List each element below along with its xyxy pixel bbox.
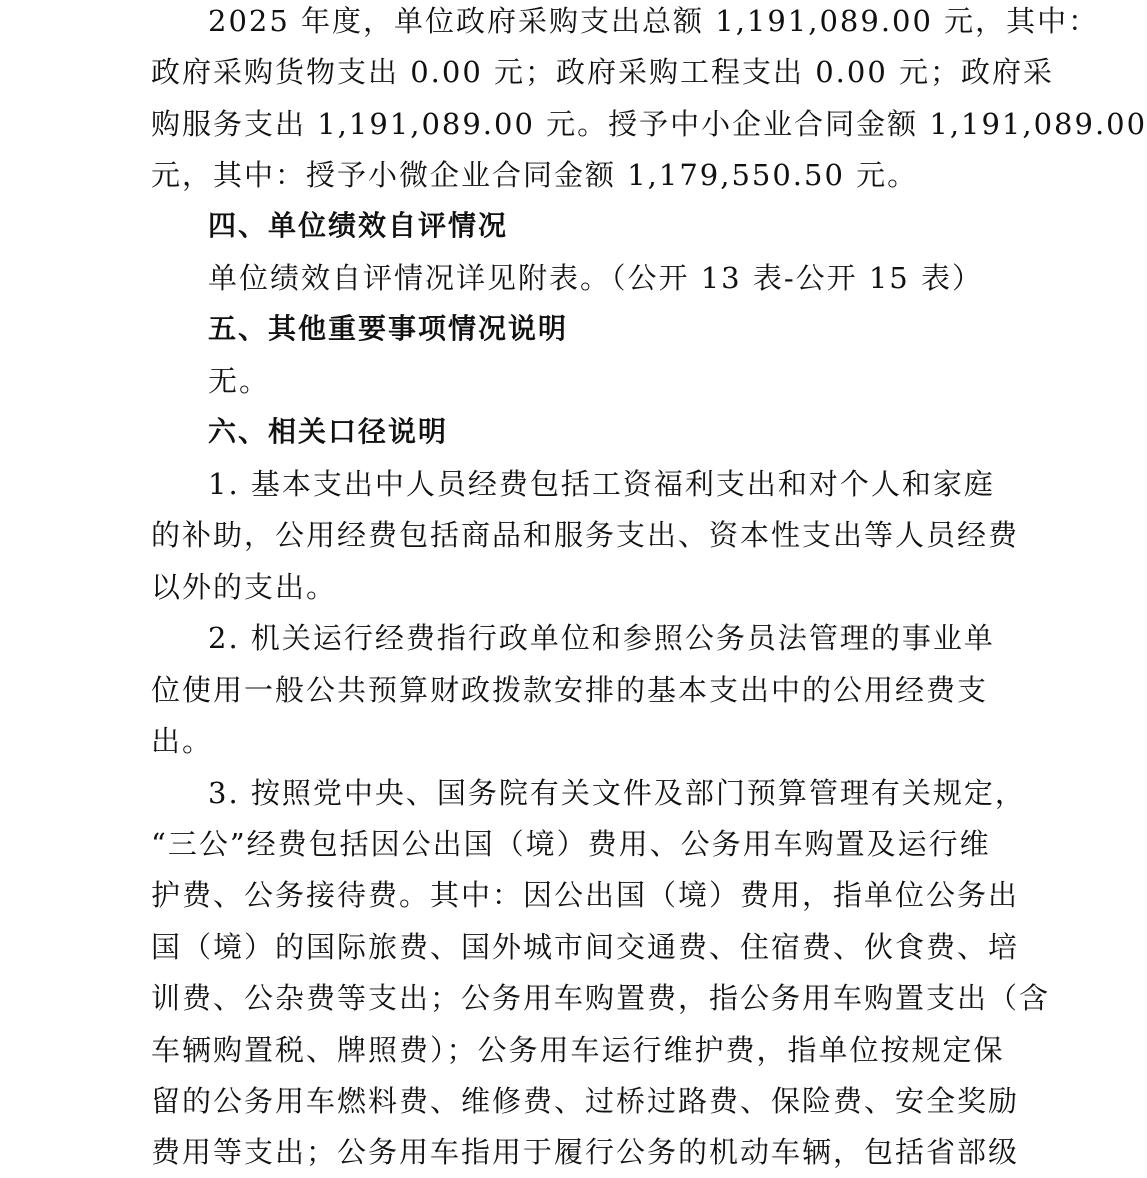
paragraph-item1-line: 1. 基本支出中人员经费包括工资福利支出和对个人和家庭: [208, 467, 995, 501]
paragraph-performance: 单位绩效自评情况详见附表。（公开 13 表-公开 15 表）: [208, 261, 983, 295]
paragraph-procurement-line: 2025 年度，单位政府采购支出总额 1,191,089.00 元，其中：: [208, 4, 1100, 38]
paragraph-item2-line: 位使用一般公共预算财政拨款安排的基本支出中的公用经费支: [151, 673, 989, 707]
paragraph-item3-line: 3. 按照党中央、国务院有关文件及部门预算管理有关规定，: [208, 776, 1026, 810]
section-heading-other-matters: 五、其他重要事项情况说明: [208, 312, 569, 345]
section-heading-performance: 四、单位绩效自评情况: [208, 209, 509, 242]
section-heading-definitions: 六、相关口径说明: [208, 415, 449, 448]
paragraph-procurement-line: 购服务支出 1,191,089.00 元。授予中小企业合同金额 1,191,089.00: [151, 107, 1147, 141]
paragraph-item3-line: “三公”经费包括因公出国（境）费用、公务用车购置及运行维: [151, 827, 991, 861]
paragraph-item3-line: 车辆购置税、牌照费）；公务用车运行维护费，指单位按规定保: [151, 1033, 1005, 1067]
paragraph-item1-line: 以外的支出。: [151, 570, 338, 604]
paragraph-item3-line: 国（境）的国际旅费、国外城市间交通费、住宿费、伙食费、培: [151, 930, 1020, 964]
paragraph-item3-line: 护费、公务接待费。其中：因公出国（境）费用，指单位公务出: [151, 878, 1020, 912]
paragraph-item1-line: 的补助，公用经费包括商品和服务支出、资本性支出等人员经费: [151, 518, 1020, 552]
paragraph-procurement-line: 元，其中：授予小微企业合同金额 1,179,550.50 元。: [151, 158, 919, 192]
paragraph-procurement-line: 政府采购货物支出 0.00 元；政府采购工程支出 0.00 元；政府采: [151, 55, 1055, 89]
paragraph-item2-line: 2. 机关运行经费指行政单位和参照公务员法管理的事业单: [208, 621, 995, 655]
paragraph-item2-line: 出。: [151, 724, 214, 758]
paragraph-other-matters: 无。: [208, 364, 271, 398]
paragraph-item3-line: 费用等支出；公务用车指用于履行公务的机动车辆，包括省部级: [151, 1135, 1020, 1169]
paragraph-item3-line: 训费、公杂费等支出；公务用车购置费，指公务用车购置支出（含: [151, 981, 1051, 1015]
paragraph-item3-line: 留的公务用车燃料费、维修费、过桥过路费、保险费、安全奖励: [151, 1084, 1020, 1118]
